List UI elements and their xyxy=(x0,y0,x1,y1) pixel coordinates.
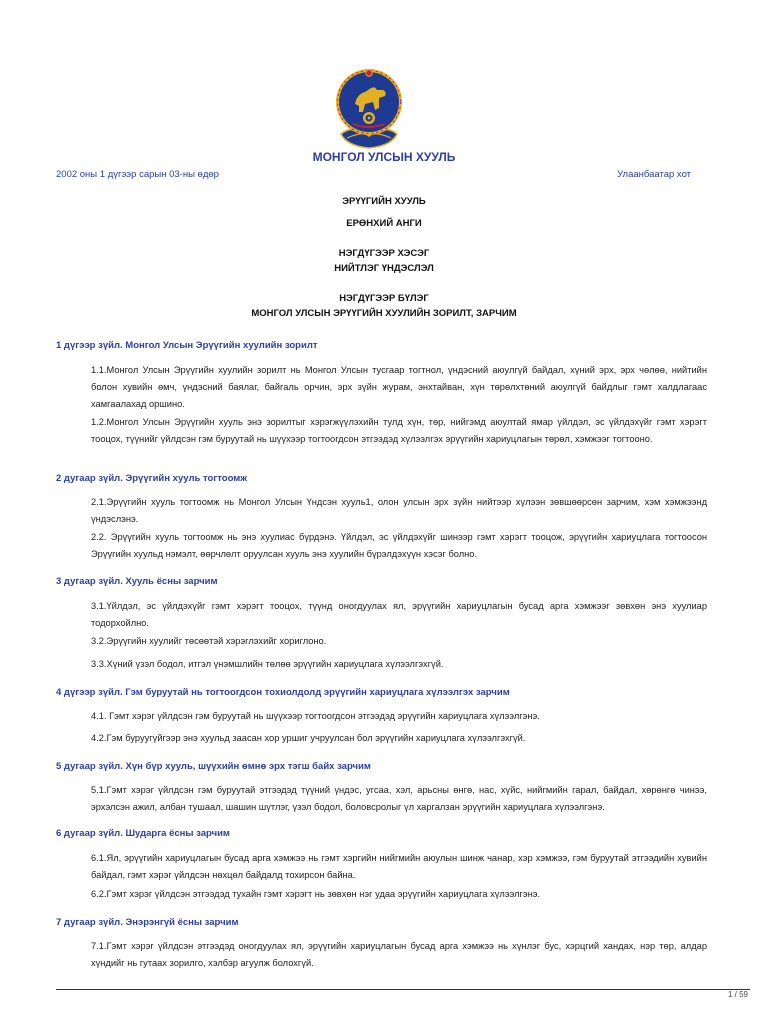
article-paragraph: 7.1.Гэмт хэрэг үйлдсэн этгээдэд оногдуулах ял, эрүүгийн хариуцлагын бусад арга хэмжээ нь хүнлэг бус, хэрцгий хандах, нэр төр, алдар хүндийг нь гутаах зорилго, хэлбэр агуулж болохгүй. xyxy=(91,941,707,968)
article-paragraph: 1.2.Монгол Улсын Эрүүгийн хууль энэ зорилтыг хэрэгжүүлэхийн тулд хүн, төр, нийгэмд аюултай ямар үйлдэл, эс үйлдэхүйг гэмт хэрэгт тооцох, түүнийг үйлдсэн гэм буруутай нь шүүхээр тогтоогдсон этгээдэд хүлээлгэх эрүүгийн хариуцлагын төрөл, хэмжээг тогтооно. xyxy=(91,417,707,444)
footer-divider xyxy=(56,989,750,990)
article-title: 5 дугаар зүйл. Хүн бүр хууль, шүүхийн өмнө эрх тэгш байх зарчим xyxy=(56,761,371,772)
code-title: ЭРҮҮГИЙН ХУУЛЬ xyxy=(342,196,426,207)
article-title: 2 дугаар зүйл. Эрүүгийн хууль тогтоомж xyxy=(56,473,248,484)
article-paragraph: 3.2.Эрүүгийн хуулийг төсөөтэй хэрэглэхийг хориглоно. xyxy=(91,636,327,646)
article-paragraph: 3.1.Үйлдэл, эс үйлдэхүйг гэмт хэрэгт тооцох, түүнд оногдуулах ял, эрүүгийн хариуцлагын бусад арга хэмжээг зөвхөн энэ хуулиар тодорхойлно. xyxy=(91,601,707,628)
chapter-title-heading: МОНГОЛ УЛСЫН ЭРҮҮГИЙН ХУУЛИЙН ЗОРИЛТ, ЗАРЧИМ xyxy=(251,308,517,319)
article-paragraph: 4.1. Гэмт хэрэг үйлдсэн гэм буруутай нь шүүхээр тогтоогдсон этгээдэд эрүүгийн хариуцлага хүлээлгэнэ. xyxy=(91,711,540,721)
enactment-city: Улаанбаатар хот xyxy=(617,169,691,180)
article-title: 1 дүгээр зүйл. Монгол Улсын Эрүүгийн хуулийн зорилт xyxy=(56,340,318,351)
law-title: МОНГОЛ УЛСЫН ХУУЛЬ xyxy=(312,150,456,164)
article-paragraph: 3.3.Хүний үзэл бодол, итгэл үнэмшлийн төлөө эрүүгийн хариуцлага хүлээлгэхгүй. xyxy=(91,659,444,669)
section-number-heading: НЭГДҮГЭЭР ХЭСЭГ xyxy=(338,248,430,259)
article-paragraph: 1.1.Монгол Улсын Эрүүгийн хуулийн зорилт нь Монгол Улсын тусгаар тогтнол, үндэсний аюулгүй байдал, хүний эрх, эрх чөлөө, нийтийн болон хувийн өмч, үндэсний баялаг, байгаль орчин, эрх зүйн журам, энхтайван, хүн төрөлхтөний аюулгүй байдлыг гэмт халдлагаас хамгаалахад оршино. xyxy=(91,365,707,409)
article-paragraph: 6.1.Ял, эрүүгийн хариуцлагын бусад арга хэмжээ нь гэмт хэргийн нийгмийн аюулын шинж чанар, хэр хэмжээ, гэм буруутай этгээдийн хувийн байдал, гэмт хэрэг үйлдсэн нөхцөл байдалд тохирсон байна. xyxy=(91,853,707,880)
state-emblem-icon xyxy=(333,64,405,150)
chapter-number-heading: НЭГДҮГЭЭР БҮЛЭГ xyxy=(339,293,429,304)
article-paragraph: 2.1.Эрүүгийн хууль тогтоомж нь Монгол Улсын Үндсэн хууль1, олон улсын эрх зүйн нийтээр хүлээн зөвшөөрсөн зарчим, хэм хэмжээнд үндэслэнэ. xyxy=(91,497,707,524)
state-emblem xyxy=(333,64,405,150)
section-title-heading: НИЙТЛЭГ ҮНДЭСЛЭЛ xyxy=(334,263,434,274)
article-paragraph: 4.2.Гэм буруугүйгээр энэ хуульд заасан хор уршиг учруулсан бол эрүүгийн хариуцлага хүлээлгэхгүй. xyxy=(91,733,526,743)
page-indicator: 1 / 59 xyxy=(727,990,748,999)
general-part-heading: ЕРӨНХИЙ АНГИ xyxy=(346,218,422,229)
article-paragraph: 2.2. Эрүүгийн хууль тогтоомж нь энэ хуулиас бүрдэнэ. Үйлдэл, эс үйлдэхүйг шинээр гэмт хэрэгт тооцож, эрүүгийн хариуцлага тогтоосон Эрүүгийн хуульд нэмэлт, өөрчлөлт оруулсан хууль энэ хуулийн бүрэлдэхүүн хэсэг болно. xyxy=(91,532,707,559)
article-title: 4 дүгээр зүйл. Гэм буруутай нь тогтоогдсон тохиолдолд эрүүгийн хариуцлага хүлээлгэх зарчим xyxy=(56,687,510,698)
article-title: 7 дугаар зүйл. Энэрэнгүй ёсны зарчим xyxy=(56,917,239,928)
article-title: 3 дугаар зүйл. Хууль ёсны зарчим xyxy=(56,576,218,587)
article-title: 6 дугаар зүйл. Шударга ёсны зарчим xyxy=(56,828,230,839)
enactment-date: 2002 оны 1 дүгээр сарын 03-ны өдөр xyxy=(56,169,219,180)
article-paragraph: 5.1.Гэмт хэрэг үйлдсэн гэм буруутай этгээдэд түүний үндэс, угсаа, хэл, арьсны өнгө, нас, хүйс, нийгмийн гарал, байдал, хөрөнгө чинээ, эрхэлсэн ажил, албан тушаал, шашин шүтлэг, үзэл бодол, боловсролыг үл харгалзан эрүүгийн хариуцлага хүлээлгэнэ. xyxy=(91,785,707,812)
article-paragraph: 6.2.Гэмт хэрэг үйлдсэн этгээдэд тухайн гэмт хэрэгт нь зөвхөн нэг удаа эрүүгийн хариуцлага хүлээлгэнэ. xyxy=(91,889,541,899)
